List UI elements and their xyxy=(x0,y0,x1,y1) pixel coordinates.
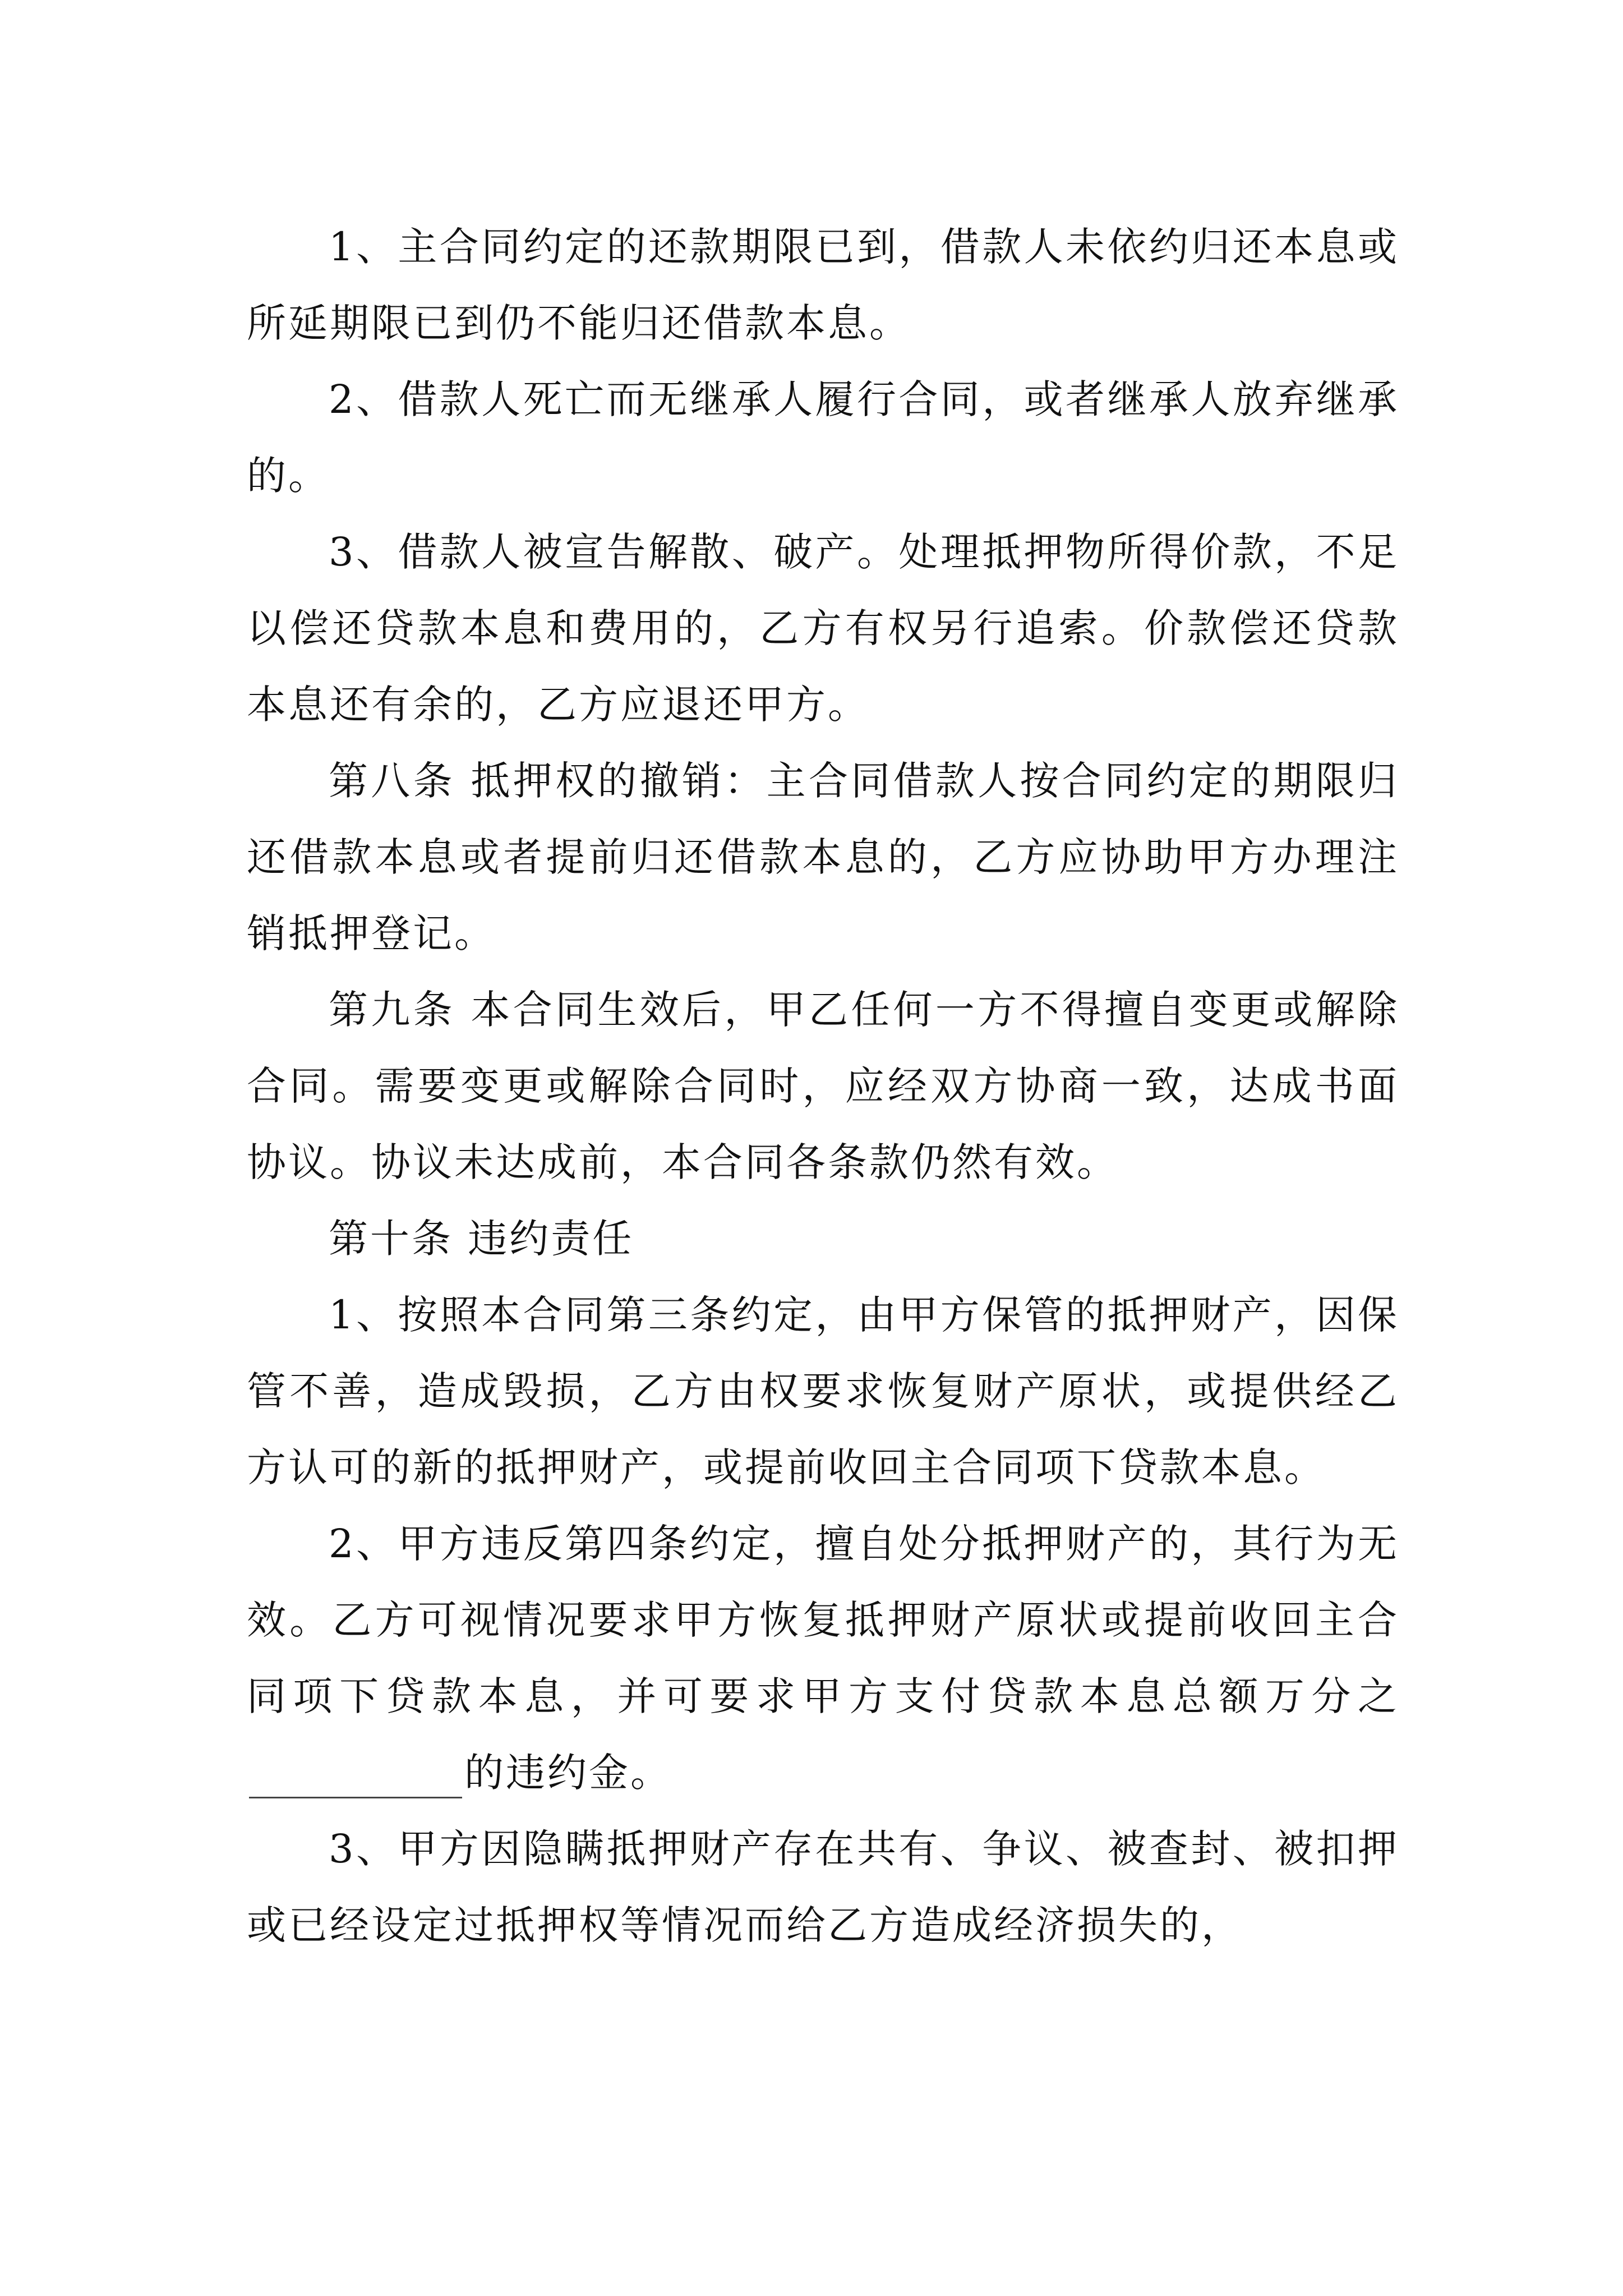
breach-2-suffix: 的违约金。 xyxy=(464,1750,672,1796)
document-body xyxy=(247,209,1399,1963)
paragraph-clause-3: 3、借款人被宣告解散、破产。处理抵押物所得价款，不足以偿还贷款本息和费用的，乙方有权另行追索。价款偿还贷款本息还有余的，乙方应退还甲方。 xyxy=(247,529,1399,728)
paragraph-clause-1: 1、主合同约定的还款期限已到，借款人未依约归还本息或所延期限已到仍不能归还借款本息。 xyxy=(247,224,1399,346)
paragraph-article-9: 第九条 本合同生效后，甲乙任何一方不得擅自变更或解除合同。需要变更或解除合同时，应经双方协商一致，达成书面协议。协议未达成前，本合同各条款仍然有效。 xyxy=(247,987,1399,1185)
paragraph-article-10-heading: 第十条 违约责任 xyxy=(329,1216,634,1262)
breach-2-text: 2、甲方违反第四条约定，擅自处分抵押财产的，其行为无效。乙方可视情况要求甲方恢复抵押财产原状或提前收回主合同项下贷款本息，并可要求甲方支付贷款本息总额万分之 xyxy=(247,1521,1399,1719)
paragraph-breach-1: 1、按照本合同第三条约定，由甲方保管的抵押财产，因保管不善，造成毁损，乙方由权要求恢复财产原状，或提供经乙方认可的新的抵押财产，或提前收回主合同项下贷款本息。 xyxy=(247,1292,1399,1490)
paragraph-article-8: 第八条 抵押权的撤销：主合同借款人按合同约定的期限归还借款本息或者提前归还借款本息的，乙方应协助甲方办理注销抵押登记。 xyxy=(247,758,1399,956)
fill-in-blank xyxy=(249,1756,462,1798)
paragraph-clause-2: 2、借款人死亡而无继承人履行合同，或者继承人放弃继承的。 xyxy=(247,376,1399,499)
paragraph-breach-2 xyxy=(247,1506,1399,1811)
paragraph-breach-3: 3、甲方因隐瞒抵押财产存在共有、争议、被查封、被扣押或已经设定过抵押权等情况而给乙方造成经济损失的， xyxy=(247,1826,1399,1948)
